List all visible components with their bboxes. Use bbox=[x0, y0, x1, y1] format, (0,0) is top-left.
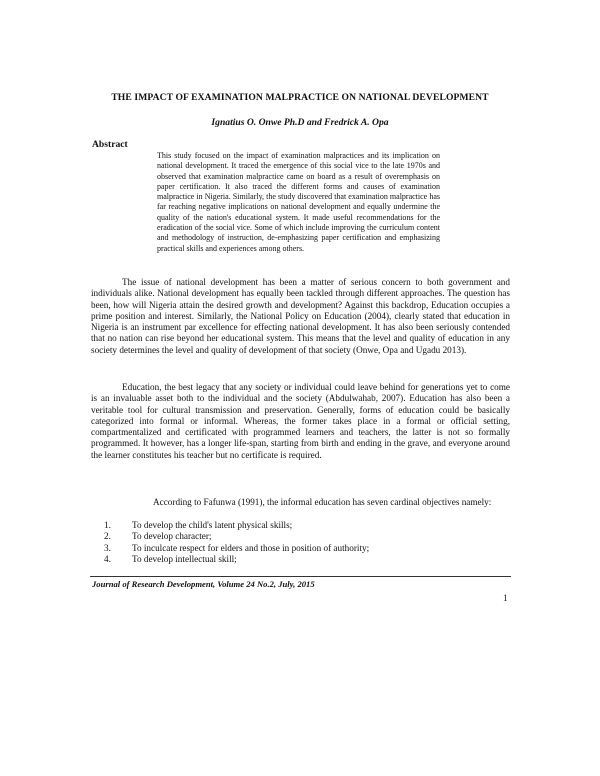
body-paragraph-1-text: The issue of national development has been a matter of serious concern to both government and individuals alike. National development has equally been tackled through different approaches. The question has been, how will Nigeria attain the desired growth and development? Against this backdrop, Education occupies a prime position and interest. Similarly, the National Policy on Education (2004), clearly stated that education in Nigeria is an instrument par excellence for effecting national development. It has also been seriously contended that no nation can rise beyond her educational system. This means that the level and quality of education in any society determines the level and quality of development of that society (Onwe, Opa and Ugadu 2013). bbox=[91, 277, 510, 355]
list-item-number: 3. bbox=[104, 542, 111, 553]
list-item bbox=[104, 554, 369, 565]
body-paragraph-3: According to Fafunwa (1991), the informal education has seven cardinal objectives namely: bbox=[153, 497, 492, 507]
list-item bbox=[104, 520, 369, 531]
list-item-number: 2. bbox=[104, 531, 111, 542]
list-item bbox=[104, 531, 369, 542]
list-item bbox=[104, 543, 369, 554]
body-paragraph-2 bbox=[91, 382, 510, 461]
list-item-number: 4. bbox=[104, 554, 111, 565]
list-item-text: To develop intellectual skill; bbox=[132, 554, 237, 565]
body-paragraph-2-text: Education, the best legacy that any society or individual could leave behind for generations yet to come is an invaluable asset both to the individual and the society (Abdulwahab, 2007). Education has also been a veritable tool for cultural transmission and preservation. Generally, forms of education could be basically categorized into formal or informal. Whereas, the former takes place in a formal or official setting, compartmentalized and certificated with programmed learners and teachers, the latter is not so formally programmed. It however, has a longer life-span, starting from birth and ending in the grave, and everyone around the learner constitutes his teacher but no certificate is required. bbox=[91, 382, 510, 460]
list-item-text: To develop the child's latent physical skills; bbox=[132, 520, 293, 530]
objectives-list bbox=[104, 520, 369, 566]
footer-journal: Journal of Research Development, Volume 24 No.2, July, 2015 bbox=[92, 579, 315, 589]
paper-title: THE IMPACT OF EXAMINATION MALPRACTICE ON NATIONAL DEVELOPMENT bbox=[111, 92, 489, 103]
list-item-text: To inculcate respect for elders and those in position of authority; bbox=[132, 542, 370, 553]
body-paragraph-1 bbox=[91, 277, 510, 356]
abstract-body: This study focused on the impact of examination malpractices and its implication on national development. It traced the emergence of this social vice to the late 1970s and observed that examination malpractice came on board as a result of overemphasis on paper certification. It also traced the different forms and causes of examination malpractice in Nigeria. Similarly, the study discovered that examination malpractice has far reaching negative implications on national development and equally undermine the quality of the nation's educational system. It made useful recommendations for the eradication of the social vice. Some of which include improving the curriculum content and methodology of instruction, de-emphasizing paper certification and emphasizing practical skills and experiences among others. bbox=[157, 151, 440, 253]
abstract-heading: Abstract bbox=[92, 139, 128, 150]
list-item-text: To develop character; bbox=[132, 531, 212, 542]
footer-divider bbox=[90, 576, 511, 577]
paper-authors: Ignatius O. Onwe Ph.D and Fredrick A. Opa bbox=[211, 117, 389, 128]
list-item-number: 1. bbox=[104, 520, 111, 530]
page-number: 1 bbox=[503, 593, 508, 603]
